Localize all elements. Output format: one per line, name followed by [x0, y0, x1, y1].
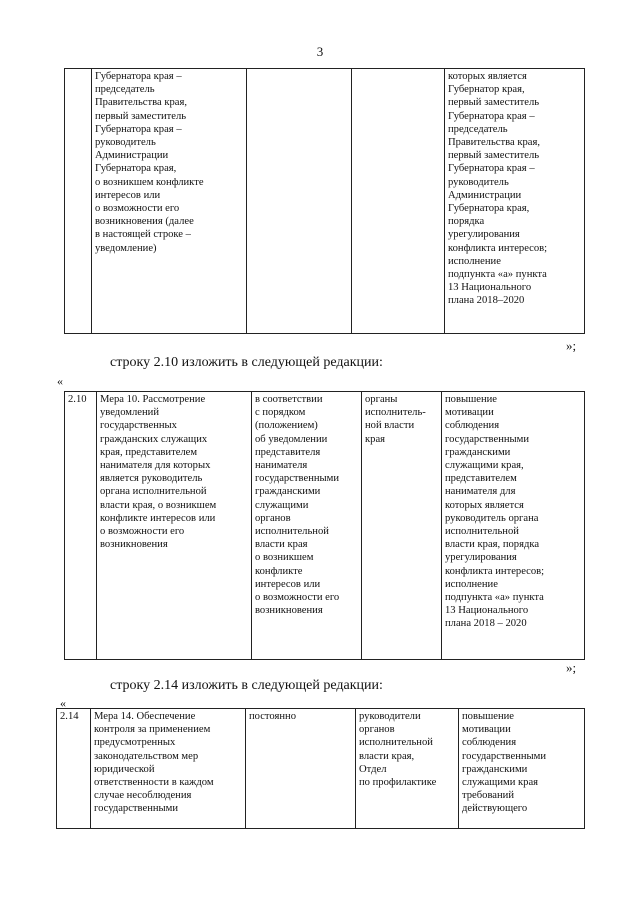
table-row: [65, 69, 585, 334]
cell-num: [65, 69, 92, 334]
cell-term: постоянно: [246, 709, 356, 829]
cell-result: которых является Губернатор края, первый заместитель Губернатора края – председатель Правительства края, первый заместитель Губернатора края – руководитель Администрации Губернатора края, порядка урегулирования конфликта интересов; исполнение подпункта «а» пункта 13 Национального плана 2018–2020: [445, 69, 585, 334]
cell-result: повышение мотивации соблюдения государственными гражданскими служащими края, представителем нанимателя для которых является руководитель органа исполнительной власти края, порядка урегулирования конфликта интересов; исполнение подпункта «а» пункта 13 Национального плана 2018 – 2020: [442, 392, 585, 660]
cell-executors: руководители органов исполнительной власти края, Отдел по профилактике: [356, 709, 459, 829]
table-row: [57, 709, 585, 829]
cell-result: повышение мотивации соблюдения государственными гражданскими служащими края требований действующего: [459, 709, 585, 829]
instruction-text: строку 2.14 изложить в следующей редакции:: [110, 678, 383, 693]
cell-num: 2.14: [57, 709, 91, 829]
cell-executors: органы исполнитель- ной власти края: [362, 392, 442, 660]
cell-measure: Мера 10. Рассмотрение уведомлений государственных гражданских служащих края, представителем нанимателя для которых является руководитель органа исполнительной власти края, о возникшем конфликте интересов или о возможности его возникновения: [97, 392, 252, 660]
opening-quote: «: [57, 374, 63, 388]
table-row: [65, 392, 585, 660]
page-number: 3: [316, 44, 324, 59]
closing-quote: »;: [566, 660, 577, 675]
cell-executors: [352, 69, 445, 334]
table-continuation: [64, 68, 585, 334]
instruction-text: строку 2.10 изложить в следующей редакции:: [110, 355, 383, 370]
cell-num: 2.10: [65, 392, 97, 660]
closing-quote: »;: [566, 338, 577, 353]
cell-term: [247, 69, 352, 334]
cell-measure: Мера 14. Обеспечение контроля за применением предусмотренных законодательством мер юридической ответственности в каждом случае несоблюдения государственными: [91, 709, 246, 829]
table-row-2-14: [56, 708, 585, 829]
cell-term: в соответствии с порядком (положением) об уведомлении представителя нанимателя государственными гражданскими служащими органов исполнительной власти края о возникшем конфликте интересов или о возможности его возникновения: [252, 392, 362, 660]
table-row-2-10: [64, 391, 585, 660]
cell-measure: Губернатора края – председатель Правительства края, первый заместитель Губернатора края – руководитель Администрации Губернатора края, о возникшем конфликте интересов или о возможности его возникновения (далее в настоящей строке – уведомление): [92, 69, 247, 334]
opening-quote: «: [60, 696, 66, 710]
